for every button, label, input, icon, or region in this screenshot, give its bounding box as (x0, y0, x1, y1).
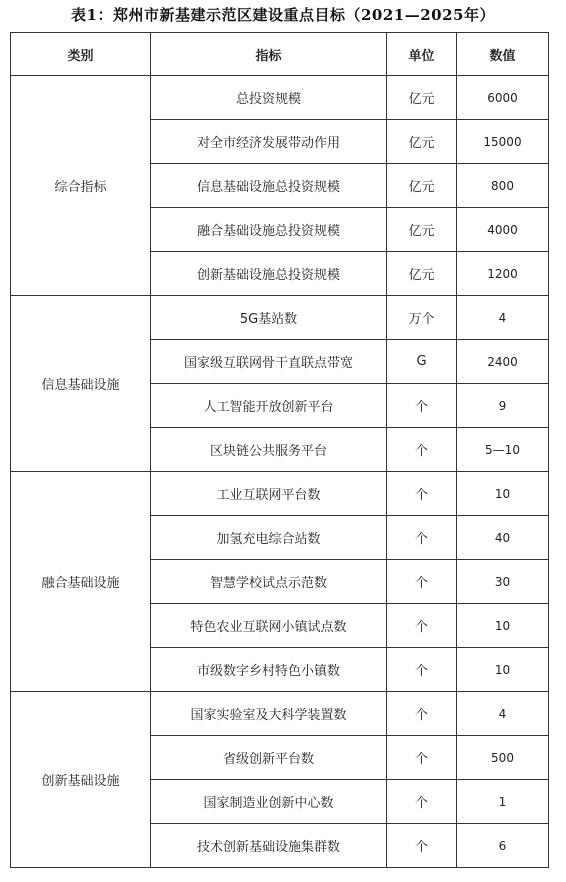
indicator-cell: 省级创新平台数 (151, 736, 387, 780)
value-cell: 500 (457, 736, 549, 780)
indicator-cell: 工业互联网平台数 (151, 472, 387, 516)
header-indicator: 指标 (151, 33, 387, 76)
indicator-cell: 融合基础设施总投资规模 (151, 208, 387, 252)
unit-cell: 亿元 (387, 76, 457, 120)
table-row (11, 692, 549, 736)
indicator-cell: 智慧学校试点示范数 (151, 560, 387, 604)
value-cell: 4000 (457, 208, 549, 252)
value-cell: 2400 (457, 340, 549, 384)
indicator-cell: 5G基站数 (151, 296, 387, 340)
indicator-cell: 技术创新基础设施集群数 (151, 824, 387, 868)
indicator-cell: 创新基础设施总投资规模 (151, 252, 387, 296)
indicator-cell: 特色农业互联网小镇试点数 (151, 604, 387, 648)
value-cell: 6 (457, 824, 549, 868)
table-row (11, 472, 549, 516)
indicator-cell: 区块链公共服务平台 (151, 428, 387, 472)
indicator-cell: 信息基础设施总投资规模 (151, 164, 387, 208)
unit-cell: 个 (387, 648, 457, 692)
unit-cell: 个 (387, 516, 457, 560)
category-cell: 综合指标 (11, 76, 151, 296)
table-body (11, 76, 549, 868)
unit-cell: 亿元 (387, 120, 457, 164)
header-value: 数值 (457, 33, 549, 76)
value-cell: 9 (457, 384, 549, 428)
unit-cell: 个 (387, 692, 457, 736)
table-row (11, 76, 549, 120)
indicator-cell: 国家实验室及大科学装置数 (151, 692, 387, 736)
category-cell: 融合基础设施 (11, 472, 151, 692)
unit-cell: 个 (387, 604, 457, 648)
table-header-row (11, 33, 549, 76)
value-cell: 10 (457, 472, 549, 516)
indicator-cell: 国家级互联网骨干直联点带宽 (151, 340, 387, 384)
unit-cell: 亿元 (387, 252, 457, 296)
value-cell: 5—10 (457, 428, 549, 472)
unit-cell: 亿元 (387, 164, 457, 208)
value-cell: 6000 (457, 76, 549, 120)
value-cell: 30 (457, 560, 549, 604)
unit-cell: 个 (387, 780, 457, 824)
category-cell: 创新基础设施 (11, 692, 151, 868)
unit-cell: G (387, 340, 457, 384)
unit-cell: 个 (387, 472, 457, 516)
table-caption: 表1：郑州市新基建示范区建设重点目标（2021—2025年） (71, 6, 495, 24)
table-row (11, 296, 549, 340)
value-cell: 1 (457, 780, 549, 824)
header-unit: 单位 (387, 33, 457, 76)
indicator-cell: 市级数字乡村特色小镇数 (151, 648, 387, 692)
targets-table (10, 32, 549, 868)
indicator-cell: 对全市经济发展带动作用 (151, 120, 387, 164)
indicator-cell: 加氢充电综合站数 (151, 516, 387, 560)
value-cell: 4 (457, 296, 549, 340)
value-cell: 10 (457, 604, 549, 648)
unit-cell: 个 (387, 560, 457, 604)
value-cell: 15000 (457, 120, 549, 164)
category-cell: 信息基础设施 (11, 296, 151, 472)
header-category: 类别 (11, 33, 151, 76)
unit-cell: 个 (387, 736, 457, 780)
unit-cell: 万个 (387, 296, 457, 340)
value-cell: 40 (457, 516, 549, 560)
value-cell: 4 (457, 692, 549, 736)
unit-cell: 个 (387, 384, 457, 428)
indicator-cell: 国家制造业创新中心数 (151, 780, 387, 824)
indicator-cell: 总投资规模 (151, 76, 387, 120)
unit-cell: 亿元 (387, 208, 457, 252)
value-cell: 800 (457, 164, 549, 208)
unit-cell: 个 (387, 824, 457, 868)
indicator-cell: 人工智能开放创新平台 (151, 384, 387, 428)
value-cell: 1200 (457, 252, 549, 296)
unit-cell: 个 (387, 428, 457, 472)
value-cell: 10 (457, 648, 549, 692)
